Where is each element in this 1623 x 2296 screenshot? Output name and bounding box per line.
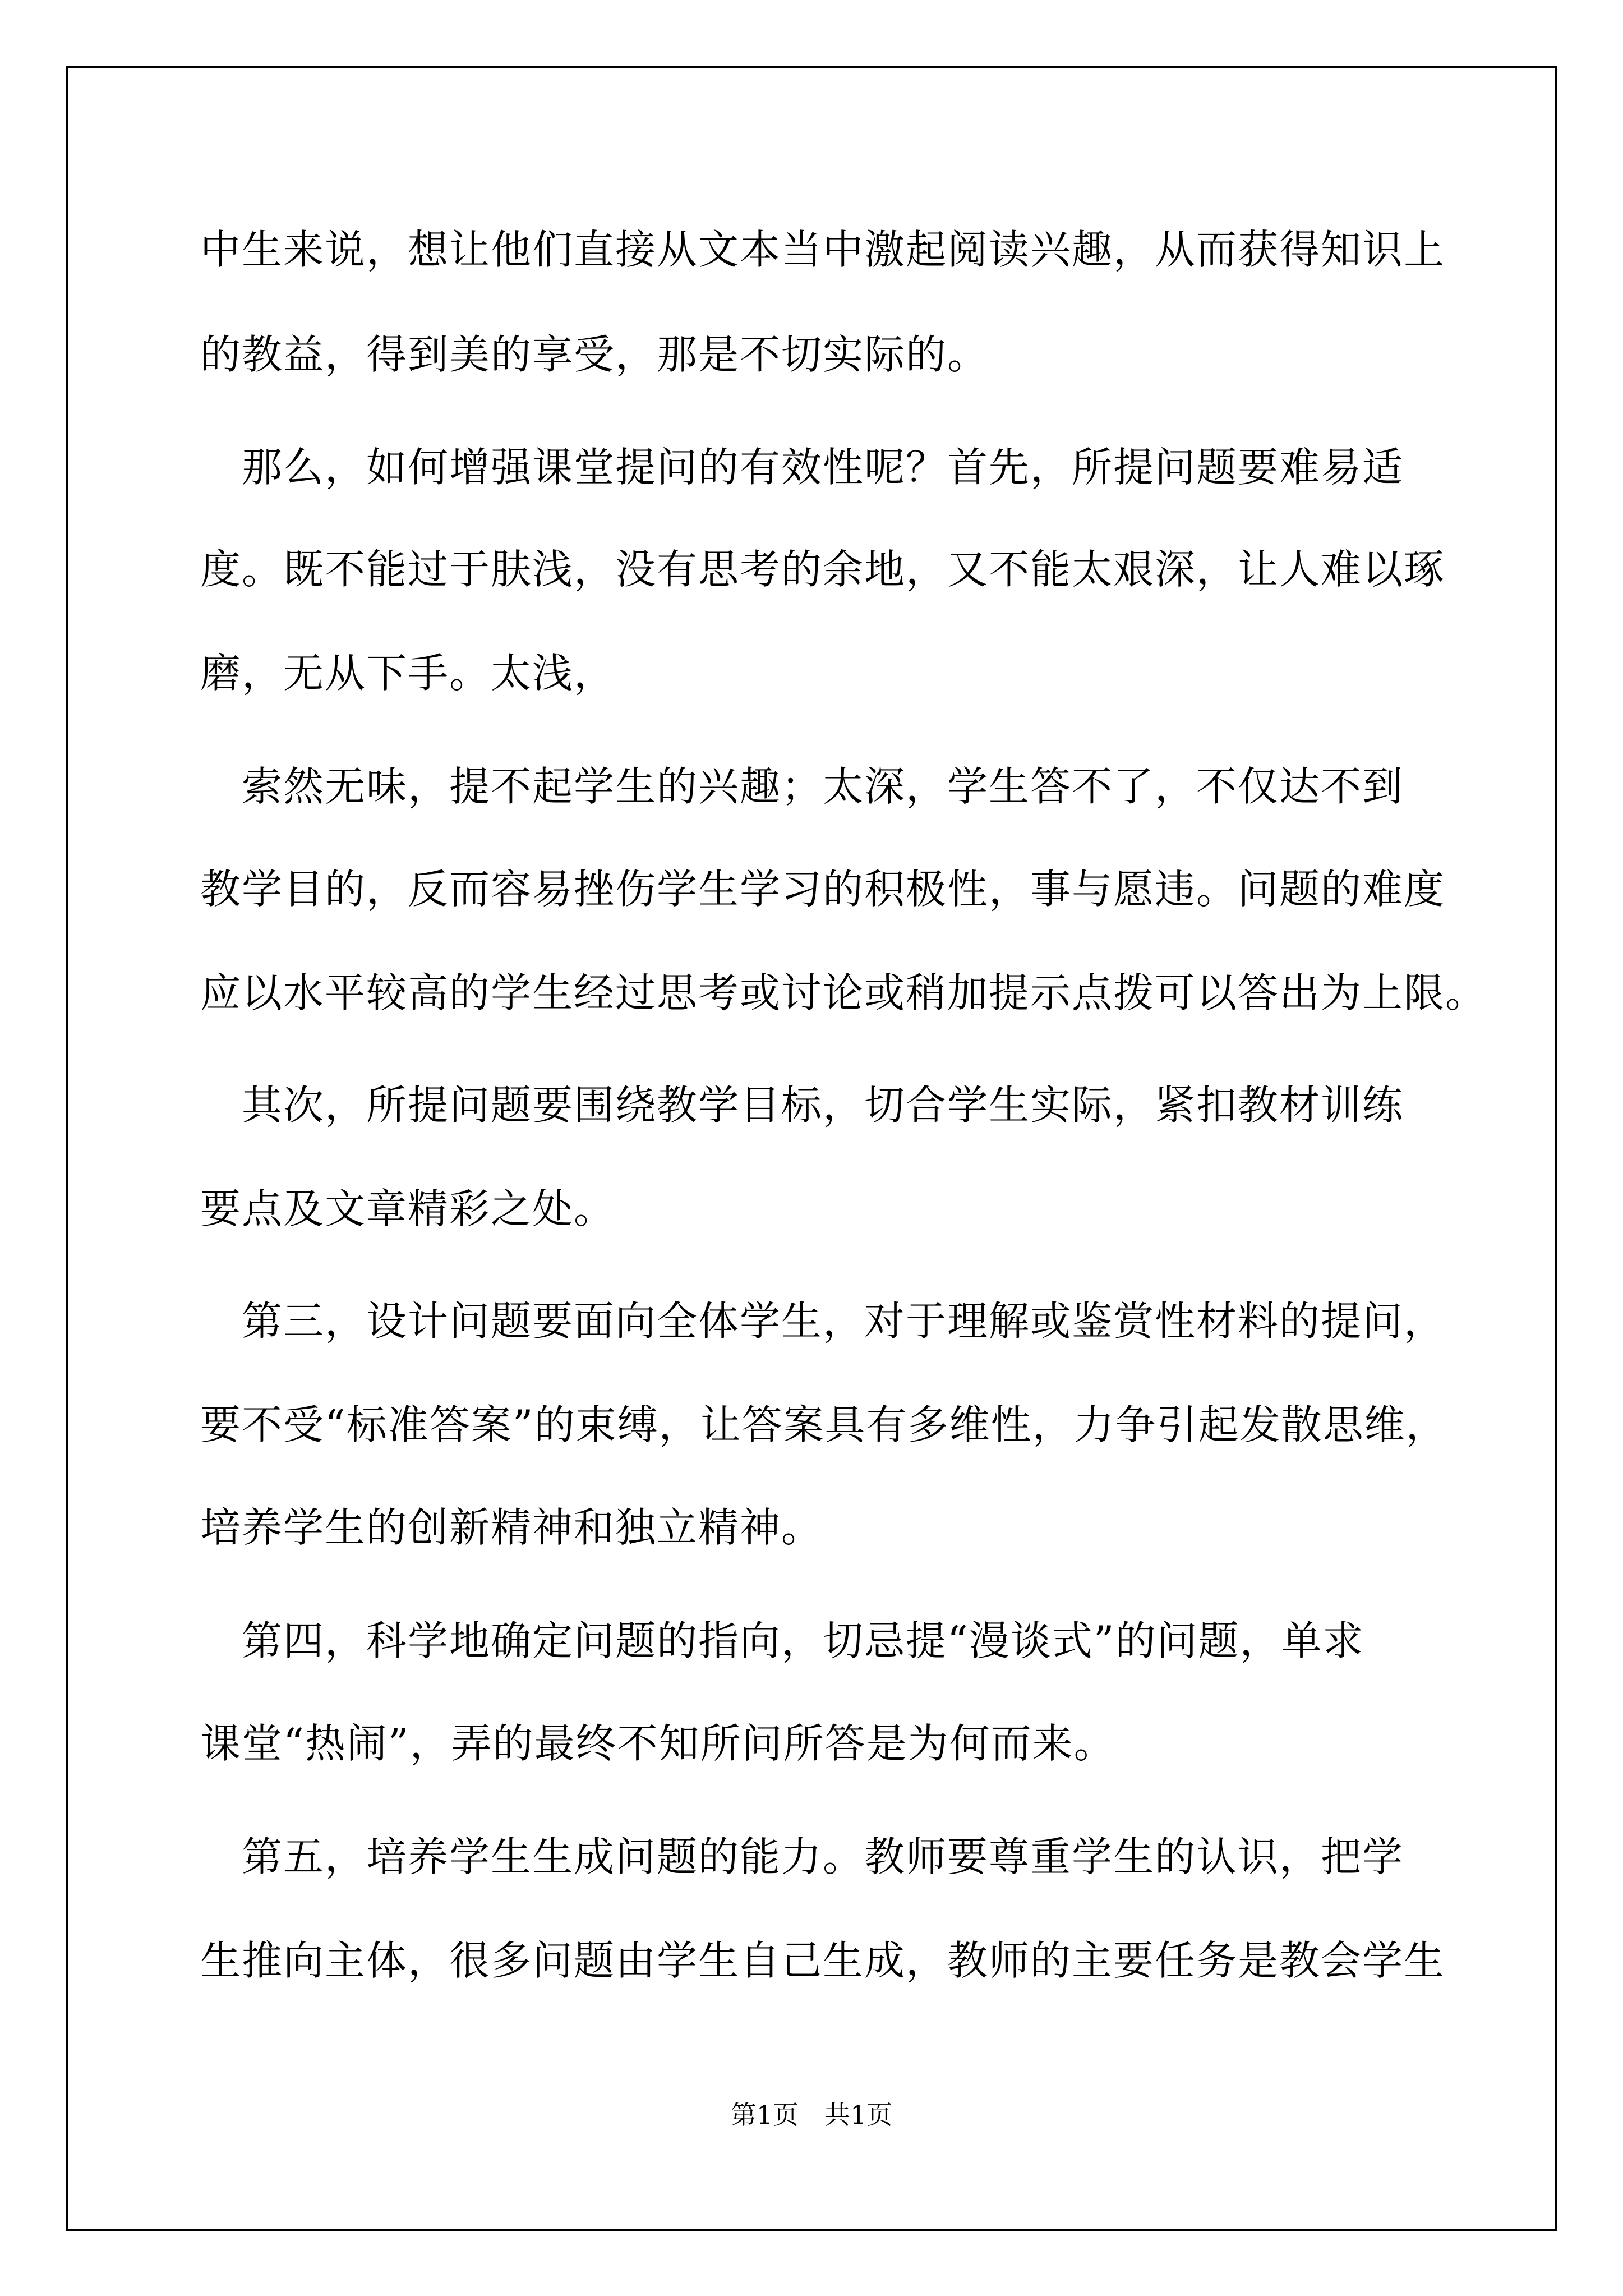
text-line-17: 生推向主体，很多问题由学生自己生成，教师的主要任务是教会学生 [200, 1937, 1446, 1984]
text-line-8: 应以水平较高的学生经过思考或讨论或稍加提示点拨可以答出为上限。 [200, 969, 1487, 1016]
text-line-11: 第三，设计问题要面向全体学生，对于理解或鉴赏性材料的提问， [200, 1297, 1446, 1345]
text-line-13: 培养学生的创新精神和独立精神。 [200, 1504, 823, 1551]
text-line-10: 要点及文章精彩之处。 [200, 1185, 616, 1232]
text-line-9: 其次，所提问题要围绕教学目标，切合学生实际，紧扣教材训练 [200, 1082, 1404, 1129]
text-line-12: 要不受“标准答案”的束缚，让答案具有多维性，力争引起发散思维， [200, 1401, 1447, 1448]
text-line-7: 教学目的，反而容易挫伤学生学习的积极性，事与愿违。问题的难度 [200, 866, 1446, 913]
text-line-3: 那么，如何增强课堂提问的有效性呢？首先，所提问题要难易适 [200, 444, 1404, 491]
page-border [66, 66, 1557, 2231]
page-footer: 第1页 共1页 [730, 2100, 893, 2130]
text-line-4: 度。既不能过于肤浅，没有思考的余地，又不能太艰深，让人难以琢 [200, 546, 1446, 593]
text-line-1: 中生来说，想让他们直接从文本当中激起阅读兴趣，从而获得知识上 [200, 226, 1446, 273]
text-line-16: 第五，培养学生生成问题的能力。教师要尊重学生的认识，把学 [200, 1833, 1404, 1880]
text-line-5: 磨，无从下手。太浅， [200, 650, 616, 697]
text-line-15: 课堂“热闹”，弄的最终不知所问所答是为何而来。 [200, 1720, 1115, 1767]
text-line-6: 索然无味，提不起学生的兴趣；太深，学生答不了，不仅达不到 [200, 763, 1404, 810]
text-line-14: 第四，科学地确定问题的指向，切忌提“漫谈式”的问题，单求 [200, 1617, 1364, 1664]
text-line-2: 的教益，得到美的享受，那是不切实际的。 [200, 331, 989, 378]
